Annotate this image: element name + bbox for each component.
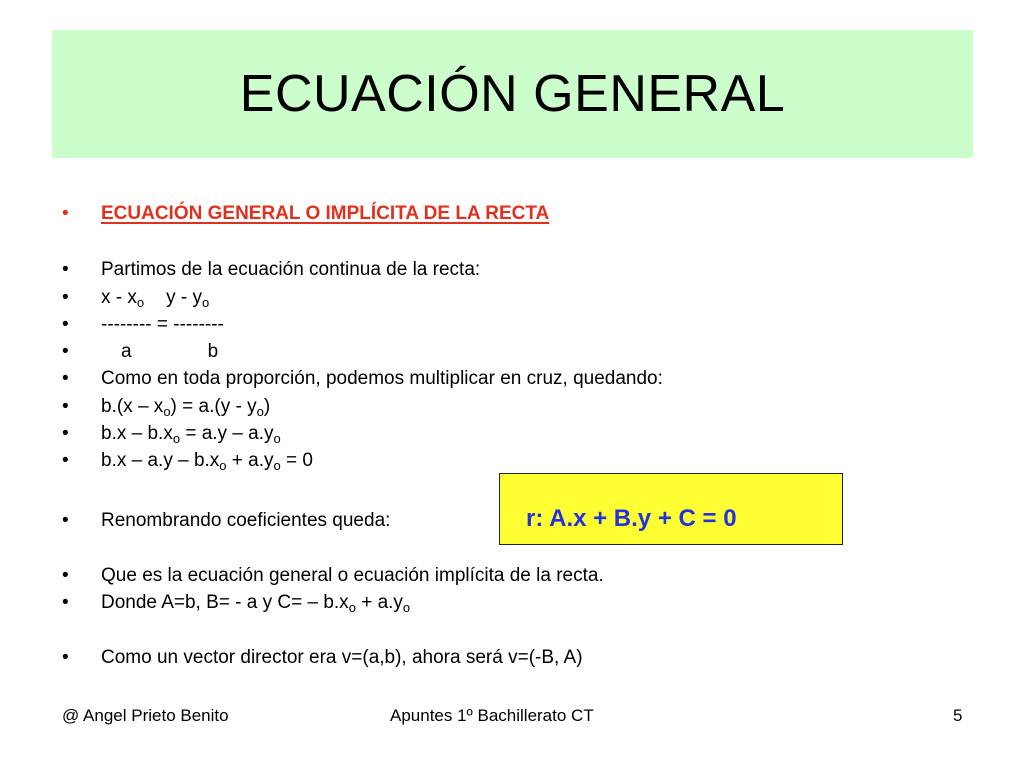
equation-line: $b.x - b.x_o = a.y - a.y_o$ xyxy=(101,423,281,446)
fraction-numerators: x - $x_o$ y - $y_o$ xyxy=(101,287,210,310)
bullet-icon: • xyxy=(62,341,69,362)
fraction-denominators: a b xyxy=(121,341,219,362)
line-text: Partimos de la ecuación continua de la recta: xyxy=(101,259,481,280)
bullet-icon: • xyxy=(62,565,69,586)
bullet-icon: • xyxy=(62,203,69,224)
page-number: 5 xyxy=(953,706,963,725)
bullet-icon: • xyxy=(62,423,69,444)
line-text: Renombrando coeficientes queda: xyxy=(101,510,391,531)
equation-line: $b.x - a.y - b.x_o + a.y_o = 0$ xyxy=(101,450,313,473)
section-heading: ECUACIÓN GENERAL O IMPLÍCITA DE LA RECTA xyxy=(101,203,550,224)
slide-title: ECUACIÓN GENERAL xyxy=(239,65,786,123)
bullet-icon: • xyxy=(62,647,69,668)
bullet-icon: • xyxy=(62,396,69,417)
equation-line: $b.(x - x_o) = a.(y - y_o)$ xyxy=(101,396,271,419)
line-text: Que es la ecuación general o ecuación implícita de la recta. xyxy=(101,565,604,586)
bullet-icon: • xyxy=(62,314,69,335)
title-banner xyxy=(52,30,973,158)
general-equation-box xyxy=(499,473,843,545)
coefficients-line: Donde A=b, B= - a y $C= - b.x_o + a.y_o$ xyxy=(101,592,411,615)
line-text: Como en toda proporción, podemos multiplicar en cruz, quedando: xyxy=(101,368,663,389)
footer-course: Apuntes 1º Bachillerato CT xyxy=(390,706,594,725)
bullet-icon: • xyxy=(62,592,69,613)
bullet-icon: • xyxy=(62,287,69,308)
footer-author: @ Angel Prieto Benito xyxy=(62,706,229,725)
bullet-icon: • xyxy=(62,368,69,389)
bullet-icon: • xyxy=(62,450,69,471)
line-text: Como un vector director era v=(a,b), ahora será v=(-B, A) xyxy=(101,647,583,668)
bullet-icon: • xyxy=(62,259,69,280)
fraction-bars: -------- = -------- xyxy=(101,314,224,335)
general-equation: r: A.x + B.y + C = 0 xyxy=(526,505,737,532)
bullet-icon: • xyxy=(62,510,69,531)
